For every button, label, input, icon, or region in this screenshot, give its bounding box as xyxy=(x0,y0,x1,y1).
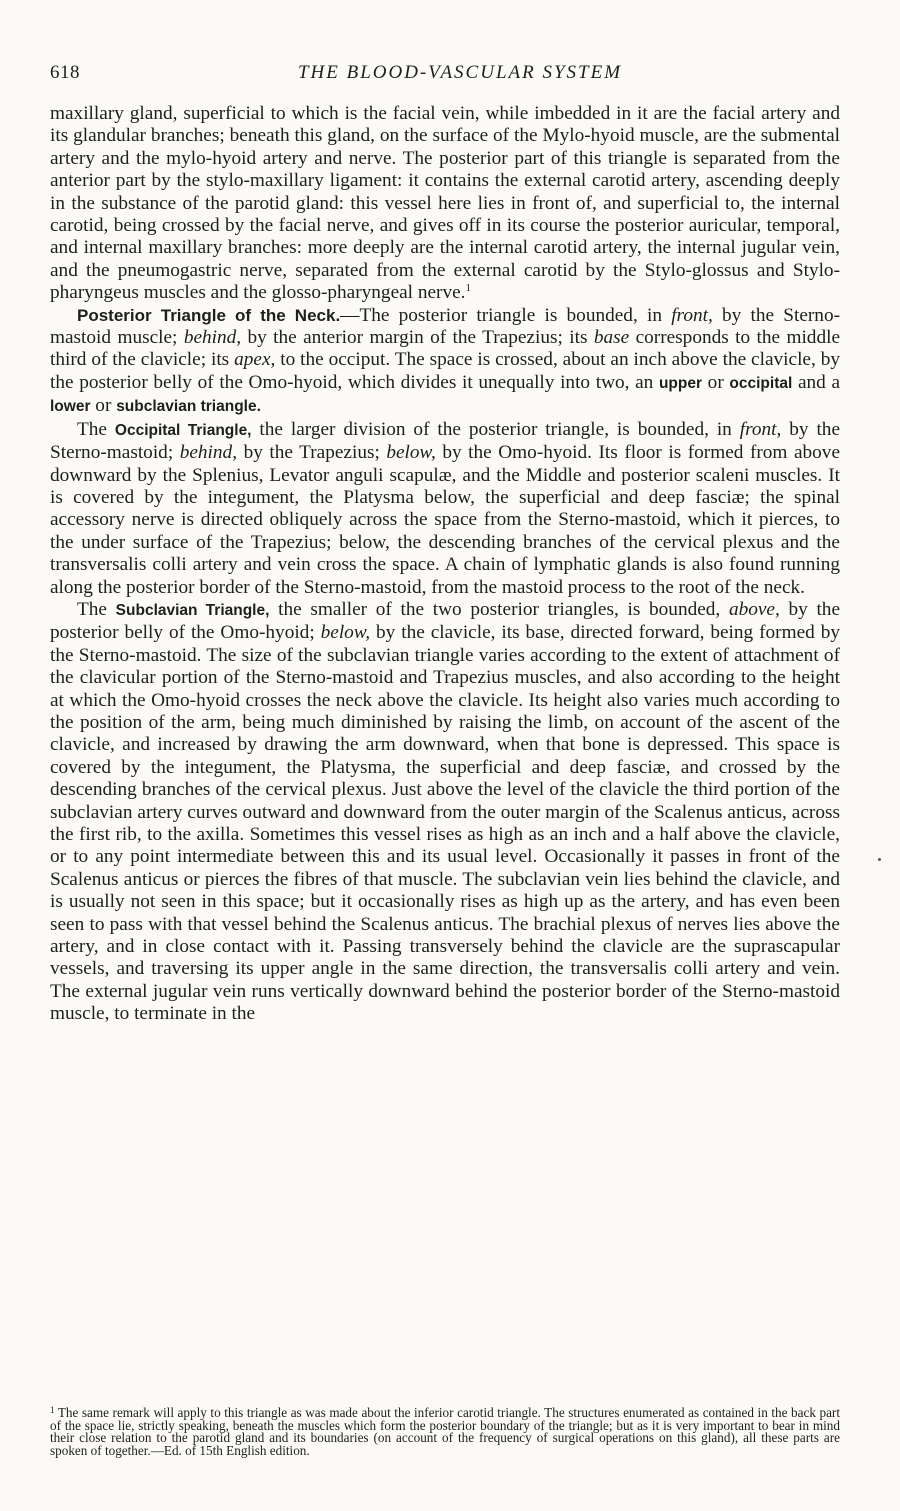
term: subclavian triangle. xyxy=(116,398,261,416)
footnote xyxy=(50,1407,840,1457)
text-run: by the posterior belly of the Omo-hyoid; xyxy=(50,598,840,644)
text-run: —The posterior triangle is bounded, in xyxy=(340,304,672,326)
section-heading: Subclavian Triangle, xyxy=(115,601,270,619)
emphasis: base xyxy=(593,327,630,349)
emphasis: apex, xyxy=(234,349,276,371)
page-number: 618 xyxy=(50,62,80,83)
paragraph-occipital-triangle xyxy=(50,419,840,599)
running-head: THE BLOOD-VASCULAR SYSTEM xyxy=(297,62,623,83)
section-heading: Occipital Triangle, xyxy=(114,421,252,439)
emphasis: front, xyxy=(671,304,713,326)
text-run: by the Sterno-mastoid; xyxy=(50,418,840,464)
paragraph-anterior-continued xyxy=(50,103,840,305)
paragraph-posterior-triangle xyxy=(50,305,840,419)
footnote-text: The same remark will apply to this triangle as was made about the inferior carotid triangle. The structures enumerated as contained in the back part of the space lie, strictly speaking, beneath the muscles which form the posterior boundary of the triangle; but as it is very important to bear in mind their close relation to the parotid gland and its boundaries (on account of the frequency of surgical operations on this gland), all these parts are spoken of together.—Ed. of 15th English edition. xyxy=(50,1405,840,1458)
section-heading: Posterior Triangle of the Neck. xyxy=(77,305,341,325)
term: upper xyxy=(658,374,703,392)
footnote-mark: 1 xyxy=(50,1405,55,1415)
text-run: the smaller of the two posterior triangles, is bounded, xyxy=(269,598,729,620)
body-text xyxy=(50,103,840,1026)
emphasis: above, xyxy=(728,598,780,620)
text-run: to the occiput. The space is crossed, about an inch above the clavicle, by the posterior belly of the Omo-hyoid, which divides it unequally into two, an xyxy=(50,349,841,393)
text-run: by the clavicle, its base, directed forward, being formed by the Sterno-mastoid. The size of the subclavian triangle varies according to the extent of attachment of the clavicular portion of the Sterno-mastoid and Trapezius muscles, and also according to the height at which the Omo-hyoid crosses the neck above the clavicle. Its height also varies much according to the position of the arm, being much diminished by raising the limb, on account of the ascent of the clavicle, and increased by drawing the arm downward, when that bone is depressed. This space is covered by the integument, the Platysma, the superficial and deep fasciæ, and crossed by the descending branches of the cervical plexus. Just above the level of the clavicle the third portion of the subclavian artery curves outward and downward from the outer margin of the Scalenus anticus, across the first rib, to the axilla. Sometimes this vessel rises as high as an inch and a half above the clavicle, or to any point intermediate between this and its usual level. Occasionally it passes in front of the Scalenus anticus or pierces the fibres of that muscle. The subclavian vein lies behind the clavicle, and is usually not seen in this space; but it occasionally rises as high up as the artery, and has even been seen to pass with that vessel behind the Scalenus anticus. The brachial plexus of nerves lies above the artery, and in close contact with it. Passing transversely behind the clavicle are the suprascapular vessels, and traversing its upper angle in the same direction, the transversalis colli artery and vein. The external jugular vein runs vertically downward behind the posterior border of the Sterno-mastoid muscle, to terminate in the xyxy=(50,622,840,1025)
paragraph-text: maxillary gland, superficial to which is the facial vein, while imbedded in it are the facial artery and its glandular branches; beneath this gland, on the surface of the Mylo-hyoid muscle, are the submental artery and the mylo-hyoid artery and nerve. The posterior part of this triangle is separated from the anterior part by the stylo-maxillary ligament: it contains the external carotid artery, ascending deeply in the substance of the parotid gland: this vessel here lies in front of, and superficial to, the internal carotid, being crossed by the facial nerve, and gives off in its course the posterior auricular, temporal, and internal maxillary branches: more deeply are the internal carotid artery, the internal jugular vein, and the pneumogastric nerve, separated from the external carotid by the Stylo-glossus and Stylo-pharyngeus muscles and the glosso-pharyngeal nerve. xyxy=(50,103,840,304)
text-run: the larger division of the posterior triangle, is bounded, in xyxy=(251,418,740,440)
emphasis: behind, xyxy=(183,327,242,349)
print-speck xyxy=(878,858,881,861)
text-run: by the Trapezius; xyxy=(237,442,387,464)
text-run: by the Sterno-mastoid muscle; xyxy=(50,304,841,349)
emphasis: front, xyxy=(739,418,782,440)
text-run: by the anterior margin of the Trapezius; its xyxy=(241,327,594,349)
term: lower xyxy=(50,398,91,416)
page-header xyxy=(50,62,840,92)
term: occipital xyxy=(729,374,793,392)
text-run: and a xyxy=(792,371,840,393)
emphasis: behind, xyxy=(179,442,238,464)
paragraph-subclavian-triangle xyxy=(50,599,840,1026)
footnote-reference: 1 xyxy=(465,282,471,295)
text-run: The xyxy=(77,418,115,440)
emphasis: below, xyxy=(386,442,436,464)
text-run: or xyxy=(702,371,730,393)
text-run: or xyxy=(90,395,117,417)
text-run: The xyxy=(77,598,116,620)
text-run: by the Omo-hyoid. Its floor is formed from above downward by the Splenius, Levator anguli scapulæ, and the Middle and posterior scaleni muscles. It is covered by the integument, the Platysma below, the superficial and deep fasciæ; the spinal accessory nerve is directed obliquely across the space from the Sterno-mastoid, which it pierces, to the under surface of the Trapezius; below, the descending branches of the cervical plexus and the transversalis colli artery and vein cross the space. A chain of lymphatic glands is also found running along the posterior border of the Sterno-mastoid, from the mastoid process to the root of the neck. xyxy=(50,442,841,598)
emphasis: below, xyxy=(320,622,371,644)
text-run: corresponds to the middle third of the clavicle; its xyxy=(50,327,841,371)
